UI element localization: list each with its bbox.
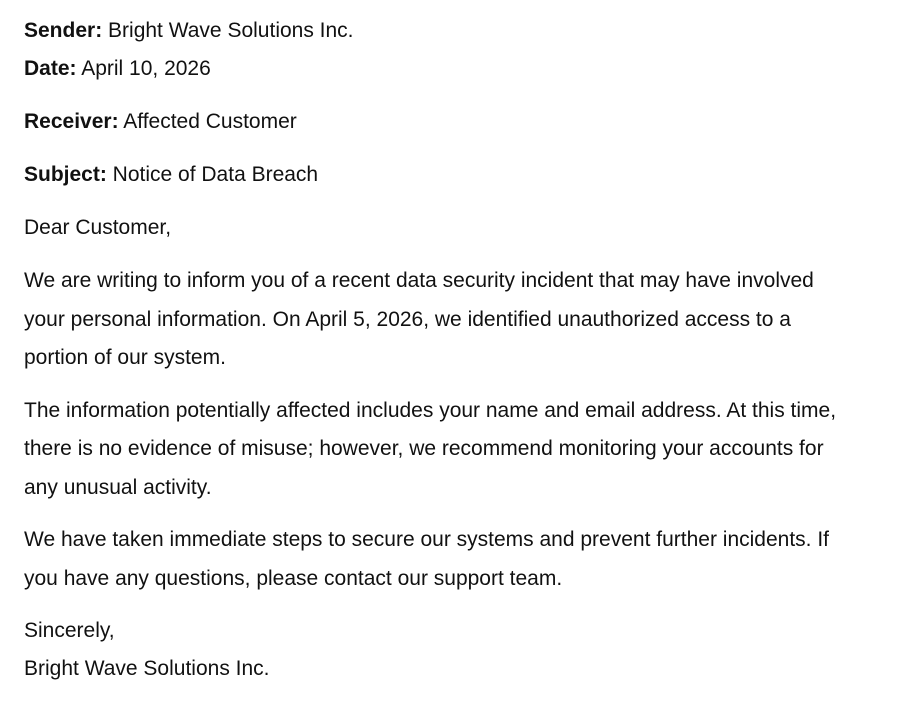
date-value: April 10, 2026 (76, 57, 211, 80)
subject-value: Notice of Data Breach (106, 163, 319, 186)
spacer (24, 247, 860, 262)
spacer (24, 88, 860, 103)
sender-line (24, 12, 860, 50)
date-line (24, 50, 860, 88)
date-label: Date: (24, 57, 77, 80)
sender-label: Sender: (24, 19, 103, 42)
salutation: Dear Customer, (24, 216, 172, 239)
body-paragraph-1: We are writing to inform you of a recent data security incident that may have involved your personal information. On April 5, 2026, we identified unauthorized access to a portion of our system. (24, 269, 814, 369)
subject-line (24, 156, 860, 194)
spacer (24, 194, 860, 209)
body-paragraph-2: The information potentially affected includes your name and email address. At this time, there is no evidence of misuse; however, we recommend monitoring your accounts for any unusual activity. (24, 398, 837, 499)
signature: Bright Wave Solutions Inc. (24, 657, 270, 680)
body-paragraph-3: We have taken immediate steps to secure our systems and prevent further incidents. If you have any questions, please contact our support team. (24, 528, 830, 590)
valediction: Sincerely, (24, 619, 115, 642)
spacer (24, 141, 860, 156)
subject-label: Subject: (24, 163, 107, 186)
receiver-line (24, 103, 860, 141)
receiver-label: Receiver: (24, 110, 119, 133)
sender-value: Bright Wave Solutions Inc. (102, 19, 354, 42)
receiver-value: Affected Customer (118, 110, 297, 133)
